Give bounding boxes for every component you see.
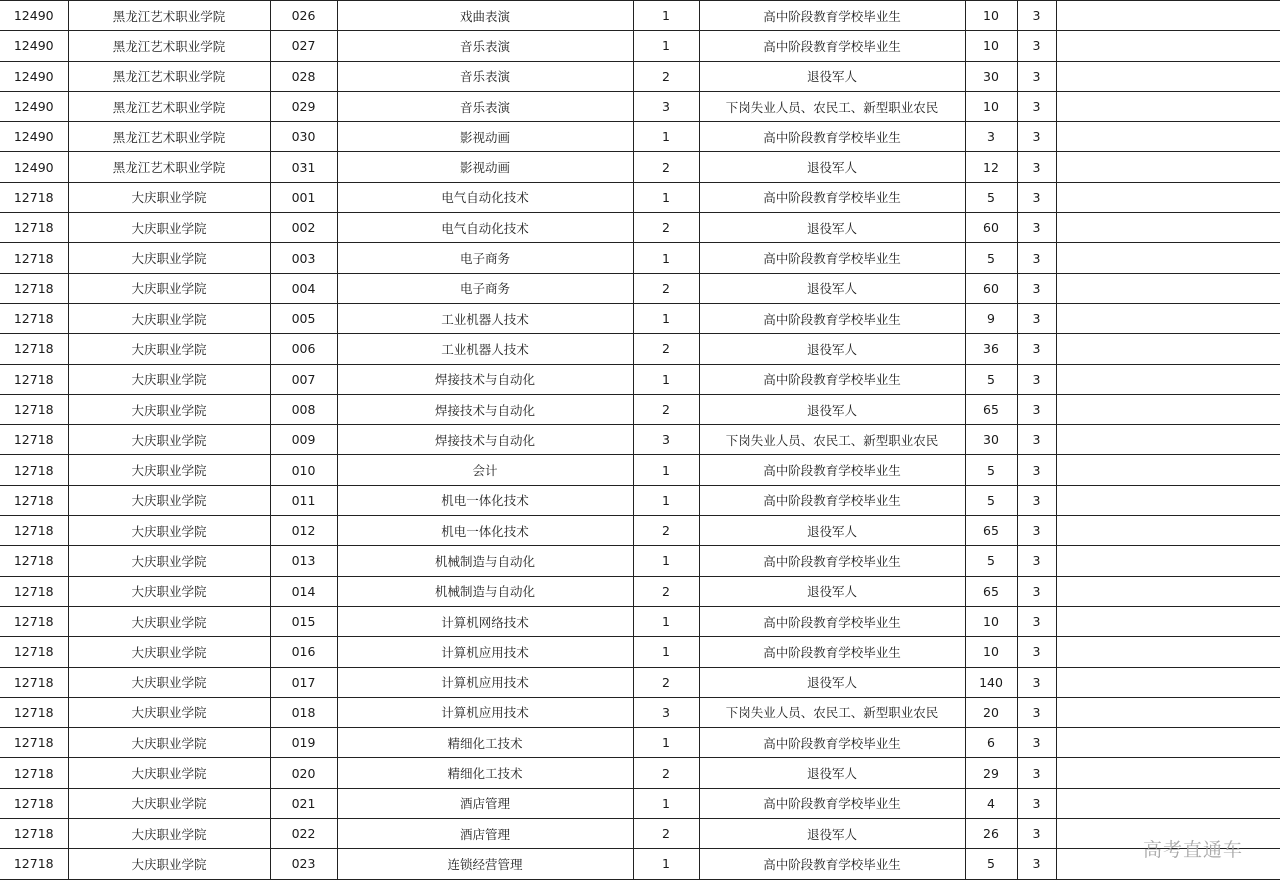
plan-count-cell: 9 xyxy=(965,303,1017,333)
note-cell xyxy=(1056,516,1280,546)
major-name-cell: 电子商务 xyxy=(337,243,633,273)
category-cell: 高中阶段教育学校毕业生 xyxy=(699,849,965,879)
batch-cell: 1 xyxy=(633,31,699,61)
plan-count-cell: 3 xyxy=(965,122,1017,152)
note-cell xyxy=(1056,758,1280,788)
school-name-cell: 大庆职业学院 xyxy=(68,667,270,697)
major-code-cell: 011 xyxy=(270,485,337,515)
school-code-cell: 12718 xyxy=(0,213,68,243)
batch-cell: 1 xyxy=(633,606,699,636)
major-name-cell: 焊接技术与自动化 xyxy=(337,364,633,394)
major-name-cell: 酒店管理 xyxy=(337,819,633,849)
major-code-cell: 012 xyxy=(270,516,337,546)
batch-cell: 1 xyxy=(633,637,699,667)
school-name-cell: 大庆职业学院 xyxy=(68,637,270,667)
table-row xyxy=(0,122,1280,152)
major-name-cell: 机电一体化技术 xyxy=(337,485,633,515)
table-row xyxy=(0,213,1280,243)
major-name-cell: 焊接技术与自动化 xyxy=(337,425,633,455)
major-name-cell: 机械制造与自动化 xyxy=(337,546,633,576)
batch-cell: 2 xyxy=(633,576,699,606)
major-name-cell: 影视动画 xyxy=(337,122,633,152)
duration-cell: 3 xyxy=(1017,334,1056,364)
school-code-cell: 12718 xyxy=(0,788,68,818)
duration-cell: 3 xyxy=(1017,485,1056,515)
major-code-cell: 003 xyxy=(270,243,337,273)
major-code-cell: 027 xyxy=(270,31,337,61)
plan-count-cell: 5 xyxy=(965,455,1017,485)
batch-cell: 2 xyxy=(633,152,699,182)
school-code-cell: 12718 xyxy=(0,334,68,364)
category-cell: 退役军人 xyxy=(699,213,965,243)
plan-count-cell: 36 xyxy=(965,334,1017,364)
table-row xyxy=(0,1,1280,31)
batch-cell: 1 xyxy=(633,303,699,333)
table-row xyxy=(0,485,1280,515)
major-name-cell: 音乐表演 xyxy=(337,61,633,91)
major-name-cell: 酒店管理 xyxy=(337,788,633,818)
school-name-cell: 黑龙江艺术职业学院 xyxy=(68,91,270,121)
major-code-cell: 017 xyxy=(270,667,337,697)
batch-cell: 2 xyxy=(633,213,699,243)
category-cell: 高中阶段教育学校毕业生 xyxy=(699,303,965,333)
batch-cell: 1 xyxy=(633,849,699,879)
school-name-cell: 大庆职业学院 xyxy=(68,849,270,879)
table-row xyxy=(0,394,1280,424)
school-code-cell: 12718 xyxy=(0,697,68,727)
category-cell: 高中阶段教育学校毕业生 xyxy=(699,31,965,61)
batch-cell: 2 xyxy=(633,61,699,91)
plan-count-cell: 20 xyxy=(965,697,1017,727)
batch-cell: 1 xyxy=(633,243,699,273)
batch-cell: 3 xyxy=(633,425,699,455)
major-name-cell: 计算机应用技术 xyxy=(337,697,633,727)
plan-count-cell: 30 xyxy=(965,425,1017,455)
batch-cell: 2 xyxy=(633,516,699,546)
batch-cell: 1 xyxy=(633,788,699,818)
major-name-cell: 机械制造与自动化 xyxy=(337,576,633,606)
note-cell xyxy=(1056,334,1280,364)
duration-cell: 3 xyxy=(1017,516,1056,546)
major-name-cell: 戏曲表演 xyxy=(337,1,633,31)
major-code-cell: 021 xyxy=(270,788,337,818)
table-row xyxy=(0,152,1280,182)
major-code-cell: 001 xyxy=(270,182,337,212)
batch-cell: 3 xyxy=(633,697,699,727)
major-code-cell: 018 xyxy=(270,697,337,727)
table-row xyxy=(0,758,1280,788)
note-cell xyxy=(1056,455,1280,485)
plan-count-cell: 12 xyxy=(965,152,1017,182)
major-code-cell: 019 xyxy=(270,728,337,758)
major-code-cell: 016 xyxy=(270,637,337,667)
major-code-cell: 002 xyxy=(270,213,337,243)
plan-count-cell: 140 xyxy=(965,667,1017,697)
major-name-cell: 焊接技术与自动化 xyxy=(337,394,633,424)
major-code-cell: 009 xyxy=(270,425,337,455)
category-cell: 退役军人 xyxy=(699,273,965,303)
major-code-cell: 008 xyxy=(270,394,337,424)
major-name-cell: 精细化工技术 xyxy=(337,758,633,788)
major-name-cell: 工业机器人技术 xyxy=(337,303,633,333)
duration-cell: 3 xyxy=(1017,273,1056,303)
table-row xyxy=(0,425,1280,455)
table-row xyxy=(0,788,1280,818)
duration-cell: 3 xyxy=(1017,788,1056,818)
school-code-cell: 12718 xyxy=(0,303,68,333)
major-code-cell: 015 xyxy=(270,606,337,636)
duration-cell: 3 xyxy=(1017,61,1056,91)
major-code-cell: 022 xyxy=(270,819,337,849)
category-cell: 退役军人 xyxy=(699,334,965,364)
major-name-cell: 音乐表演 xyxy=(337,91,633,121)
plan-count-cell: 29 xyxy=(965,758,1017,788)
plan-count-cell: 4 xyxy=(965,788,1017,818)
plan-count-cell: 6 xyxy=(965,728,1017,758)
duration-cell: 3 xyxy=(1017,182,1056,212)
category-cell: 高中阶段教育学校毕业生 xyxy=(699,364,965,394)
major-name-cell: 连锁经营管理 xyxy=(337,849,633,879)
plan-count-cell: 65 xyxy=(965,394,1017,424)
school-code-cell: 12490 xyxy=(0,31,68,61)
plan-count-cell: 60 xyxy=(965,273,1017,303)
batch-cell: 2 xyxy=(633,819,699,849)
table-row xyxy=(0,697,1280,727)
table-row xyxy=(0,637,1280,667)
table-row xyxy=(0,61,1280,91)
table-row xyxy=(0,243,1280,273)
note-cell xyxy=(1056,61,1280,91)
school-name-cell: 大庆职业学院 xyxy=(68,819,270,849)
major-code-cell: 028 xyxy=(270,61,337,91)
note-cell xyxy=(1056,31,1280,61)
major-code-cell: 023 xyxy=(270,849,337,879)
batch-cell: 1 xyxy=(633,455,699,485)
school-code-cell: 12718 xyxy=(0,394,68,424)
major-name-cell: 精细化工技术 xyxy=(337,728,633,758)
note-cell xyxy=(1056,485,1280,515)
category-cell: 高中阶段教育学校毕业生 xyxy=(699,1,965,31)
school-name-cell: 大庆职业学院 xyxy=(68,697,270,727)
school-name-cell: 黑龙江艺术职业学院 xyxy=(68,61,270,91)
major-code-cell: 010 xyxy=(270,455,337,485)
category-cell: 高中阶段教育学校毕业生 xyxy=(699,243,965,273)
major-name-cell: 电气自动化技术 xyxy=(337,213,633,243)
school-name-cell: 大庆职业学院 xyxy=(68,364,270,394)
note-cell xyxy=(1056,303,1280,333)
school-code-cell: 12718 xyxy=(0,728,68,758)
batch-cell: 2 xyxy=(633,334,699,364)
major-code-cell: 006 xyxy=(270,334,337,364)
note-cell xyxy=(1056,273,1280,303)
school-code-cell: 12490 xyxy=(0,91,68,121)
major-code-cell: 014 xyxy=(270,576,337,606)
major-code-cell: 013 xyxy=(270,546,337,576)
batch-cell: 2 xyxy=(633,394,699,424)
table-row xyxy=(0,273,1280,303)
school-code-cell: 12718 xyxy=(0,273,68,303)
table-body xyxy=(0,1,1280,880)
duration-cell: 3 xyxy=(1017,455,1056,485)
major-code-cell: 029 xyxy=(270,91,337,121)
plan-count-cell: 60 xyxy=(965,213,1017,243)
major-code-cell: 005 xyxy=(270,303,337,333)
category-cell: 下岗失业人员、农民工、新型职业农民 xyxy=(699,697,965,727)
batch-cell: 1 xyxy=(633,546,699,576)
table-row xyxy=(0,546,1280,576)
school-name-cell: 大庆职业学院 xyxy=(68,606,270,636)
school-code-cell: 12490 xyxy=(0,1,68,31)
major-name-cell: 会计 xyxy=(337,455,633,485)
batch-cell: 2 xyxy=(633,667,699,697)
plan-count-cell: 26 xyxy=(965,819,1017,849)
note-cell xyxy=(1056,576,1280,606)
duration-cell: 3 xyxy=(1017,303,1056,333)
major-code-cell: 031 xyxy=(270,152,337,182)
school-name-cell: 大庆职业学院 xyxy=(68,758,270,788)
plan-count-cell: 10 xyxy=(965,1,1017,31)
school-code-cell: 12718 xyxy=(0,576,68,606)
batch-cell: 2 xyxy=(633,758,699,788)
table-row xyxy=(0,516,1280,546)
table-row xyxy=(0,303,1280,333)
school-name-cell: 大庆职业学院 xyxy=(68,213,270,243)
duration-cell: 3 xyxy=(1017,697,1056,727)
school-name-cell: 大庆职业学院 xyxy=(68,788,270,818)
plan-count-cell: 30 xyxy=(965,61,1017,91)
note-cell xyxy=(1056,697,1280,727)
table-row xyxy=(0,728,1280,758)
school-name-cell: 大庆职业学院 xyxy=(68,182,270,212)
duration-cell: 3 xyxy=(1017,394,1056,424)
school-name-cell: 大庆职业学院 xyxy=(68,394,270,424)
batch-cell: 1 xyxy=(633,728,699,758)
duration-cell: 3 xyxy=(1017,728,1056,758)
major-name-cell: 计算机应用技术 xyxy=(337,667,633,697)
plan-count-cell: 65 xyxy=(965,576,1017,606)
school-code-cell: 12718 xyxy=(0,546,68,576)
school-name-cell: 大庆职业学院 xyxy=(68,334,270,364)
duration-cell: 3 xyxy=(1017,243,1056,273)
category-cell: 高中阶段教育学校毕业生 xyxy=(699,606,965,636)
note-cell xyxy=(1056,728,1280,758)
duration-cell: 3 xyxy=(1017,849,1056,879)
major-code-cell: 004 xyxy=(270,273,337,303)
note-cell xyxy=(1056,243,1280,273)
plan-count-cell: 5 xyxy=(965,485,1017,515)
table-row xyxy=(0,455,1280,485)
category-cell: 高中阶段教育学校毕业生 xyxy=(699,788,965,818)
major-name-cell: 电气自动化技术 xyxy=(337,182,633,212)
table-row xyxy=(0,667,1280,697)
school-code-cell: 12718 xyxy=(0,849,68,879)
school-name-cell: 黑龙江艺术职业学院 xyxy=(68,31,270,61)
duration-cell: 3 xyxy=(1017,667,1056,697)
note-cell xyxy=(1056,425,1280,455)
batch-cell: 1 xyxy=(633,364,699,394)
plan-count-cell: 65 xyxy=(965,516,1017,546)
school-name-cell: 黑龙江艺术职业学院 xyxy=(68,122,270,152)
major-name-cell: 机电一体化技术 xyxy=(337,516,633,546)
table-row xyxy=(0,91,1280,121)
duration-cell: 3 xyxy=(1017,637,1056,667)
category-cell: 高中阶段教育学校毕业生 xyxy=(699,455,965,485)
school-code-cell: 12718 xyxy=(0,637,68,667)
school-code-cell: 12490 xyxy=(0,61,68,91)
note-cell xyxy=(1056,637,1280,667)
category-cell: 高中阶段教育学校毕业生 xyxy=(699,728,965,758)
duration-cell: 3 xyxy=(1017,819,1056,849)
duration-cell: 3 xyxy=(1017,546,1056,576)
school-code-cell: 12490 xyxy=(0,152,68,182)
duration-cell: 3 xyxy=(1017,576,1056,606)
major-name-cell: 音乐表演 xyxy=(337,31,633,61)
table-row xyxy=(0,31,1280,61)
note-cell xyxy=(1056,122,1280,152)
table-row xyxy=(0,364,1280,394)
table-row xyxy=(0,819,1280,849)
major-code-cell: 007 xyxy=(270,364,337,394)
note-cell xyxy=(1056,788,1280,818)
plan-count-cell: 5 xyxy=(965,243,1017,273)
batch-cell: 3 xyxy=(633,91,699,121)
school-code-cell: 12718 xyxy=(0,364,68,394)
school-name-cell: 黑龙江艺术职业学院 xyxy=(68,1,270,31)
major-code-cell: 020 xyxy=(270,758,337,788)
school-name-cell: 大庆职业学院 xyxy=(68,273,270,303)
category-cell: 高中阶段教育学校毕业生 xyxy=(699,485,965,515)
table-row xyxy=(0,182,1280,212)
major-code-cell: 030 xyxy=(270,122,337,152)
category-cell: 退役军人 xyxy=(699,394,965,424)
note-cell xyxy=(1056,364,1280,394)
school-name-cell: 大庆职业学院 xyxy=(68,576,270,606)
school-name-cell: 大庆职业学院 xyxy=(68,546,270,576)
school-name-cell: 大庆职业学院 xyxy=(68,243,270,273)
note-cell xyxy=(1056,213,1280,243)
note-cell xyxy=(1056,152,1280,182)
duration-cell: 3 xyxy=(1017,606,1056,636)
category-cell: 退役军人 xyxy=(699,819,965,849)
plan-count-cell: 5 xyxy=(965,182,1017,212)
category-cell: 退役军人 xyxy=(699,61,965,91)
category-cell: 退役军人 xyxy=(699,667,965,697)
school-code-cell: 12718 xyxy=(0,455,68,485)
school-code-cell: 12718 xyxy=(0,182,68,212)
table-row xyxy=(0,849,1280,879)
category-cell: 退役军人 xyxy=(699,516,965,546)
plan-count-cell: 10 xyxy=(965,91,1017,121)
school-name-cell: 大庆职业学院 xyxy=(68,516,270,546)
duration-cell: 3 xyxy=(1017,213,1056,243)
major-name-cell: 计算机网络技术 xyxy=(337,606,633,636)
watermark: 高考直通车 xyxy=(1143,839,1244,861)
school-code-cell: 12718 xyxy=(0,758,68,788)
category-cell: 退役军人 xyxy=(699,152,965,182)
duration-cell: 3 xyxy=(1017,364,1056,394)
school-name-cell: 大庆职业学院 xyxy=(68,485,270,515)
school-name-cell: 大庆职业学院 xyxy=(68,728,270,758)
school-name-cell: 大庆职业学院 xyxy=(68,455,270,485)
duration-cell: 3 xyxy=(1017,91,1056,121)
category-cell: 下岗失业人员、农民工、新型职业农民 xyxy=(699,425,965,455)
note-cell xyxy=(1056,182,1280,212)
plan-count-cell: 5 xyxy=(965,546,1017,576)
major-name-cell: 电子商务 xyxy=(337,273,633,303)
table-row xyxy=(0,576,1280,606)
category-cell: 高中阶段教育学校毕业生 xyxy=(699,637,965,667)
major-name-cell: 计算机应用技术 xyxy=(337,637,633,667)
plan-count-cell: 5 xyxy=(965,849,1017,879)
category-cell: 退役军人 xyxy=(699,576,965,606)
major-code-cell: 026 xyxy=(270,1,337,31)
school-code-cell: 12490 xyxy=(0,122,68,152)
table-row xyxy=(0,334,1280,364)
category-cell: 高中阶段教育学校毕业生 xyxy=(699,546,965,576)
plan-count-cell: 10 xyxy=(965,31,1017,61)
plan-count-cell: 5 xyxy=(965,364,1017,394)
plan-count-cell: 10 xyxy=(965,637,1017,667)
table-row xyxy=(0,606,1280,636)
batch-cell: 1 xyxy=(633,1,699,31)
school-name-cell: 黑龙江艺术职业学院 xyxy=(68,152,270,182)
note-cell xyxy=(1056,606,1280,636)
batch-cell: 1 xyxy=(633,485,699,515)
duration-cell: 3 xyxy=(1017,152,1056,182)
major-name-cell: 工业机器人技术 xyxy=(337,334,633,364)
school-code-cell: 12718 xyxy=(0,425,68,455)
duration-cell: 3 xyxy=(1017,1,1056,31)
batch-cell: 1 xyxy=(633,182,699,212)
category-cell: 下岗失业人员、农民工、新型职业农民 xyxy=(699,91,965,121)
school-name-cell: 大庆职业学院 xyxy=(68,425,270,455)
batch-cell: 1 xyxy=(633,122,699,152)
note-cell xyxy=(1056,546,1280,576)
duration-cell: 3 xyxy=(1017,31,1056,61)
school-code-cell: 12718 xyxy=(0,667,68,697)
category-cell: 退役军人 xyxy=(699,758,965,788)
batch-cell: 2 xyxy=(633,273,699,303)
note-cell xyxy=(1056,667,1280,697)
note-cell xyxy=(1056,1,1280,31)
school-code-cell: 12718 xyxy=(0,819,68,849)
school-code-cell: 12718 xyxy=(0,243,68,273)
category-cell: 高中阶段教育学校毕业生 xyxy=(699,182,965,212)
duration-cell: 3 xyxy=(1017,122,1056,152)
school-code-cell: 12718 xyxy=(0,516,68,546)
plan-count-cell: 10 xyxy=(965,606,1017,636)
category-cell: 高中阶段教育学校毕业生 xyxy=(699,122,965,152)
note-cell xyxy=(1056,91,1280,121)
duration-cell: 3 xyxy=(1017,425,1056,455)
school-name-cell: 大庆职业学院 xyxy=(68,303,270,333)
school-code-cell: 12718 xyxy=(0,606,68,636)
school-code-cell: 12718 xyxy=(0,485,68,515)
note-cell xyxy=(1056,394,1280,424)
major-name-cell: 影视动画 xyxy=(337,152,633,182)
duration-cell: 3 xyxy=(1017,758,1056,788)
